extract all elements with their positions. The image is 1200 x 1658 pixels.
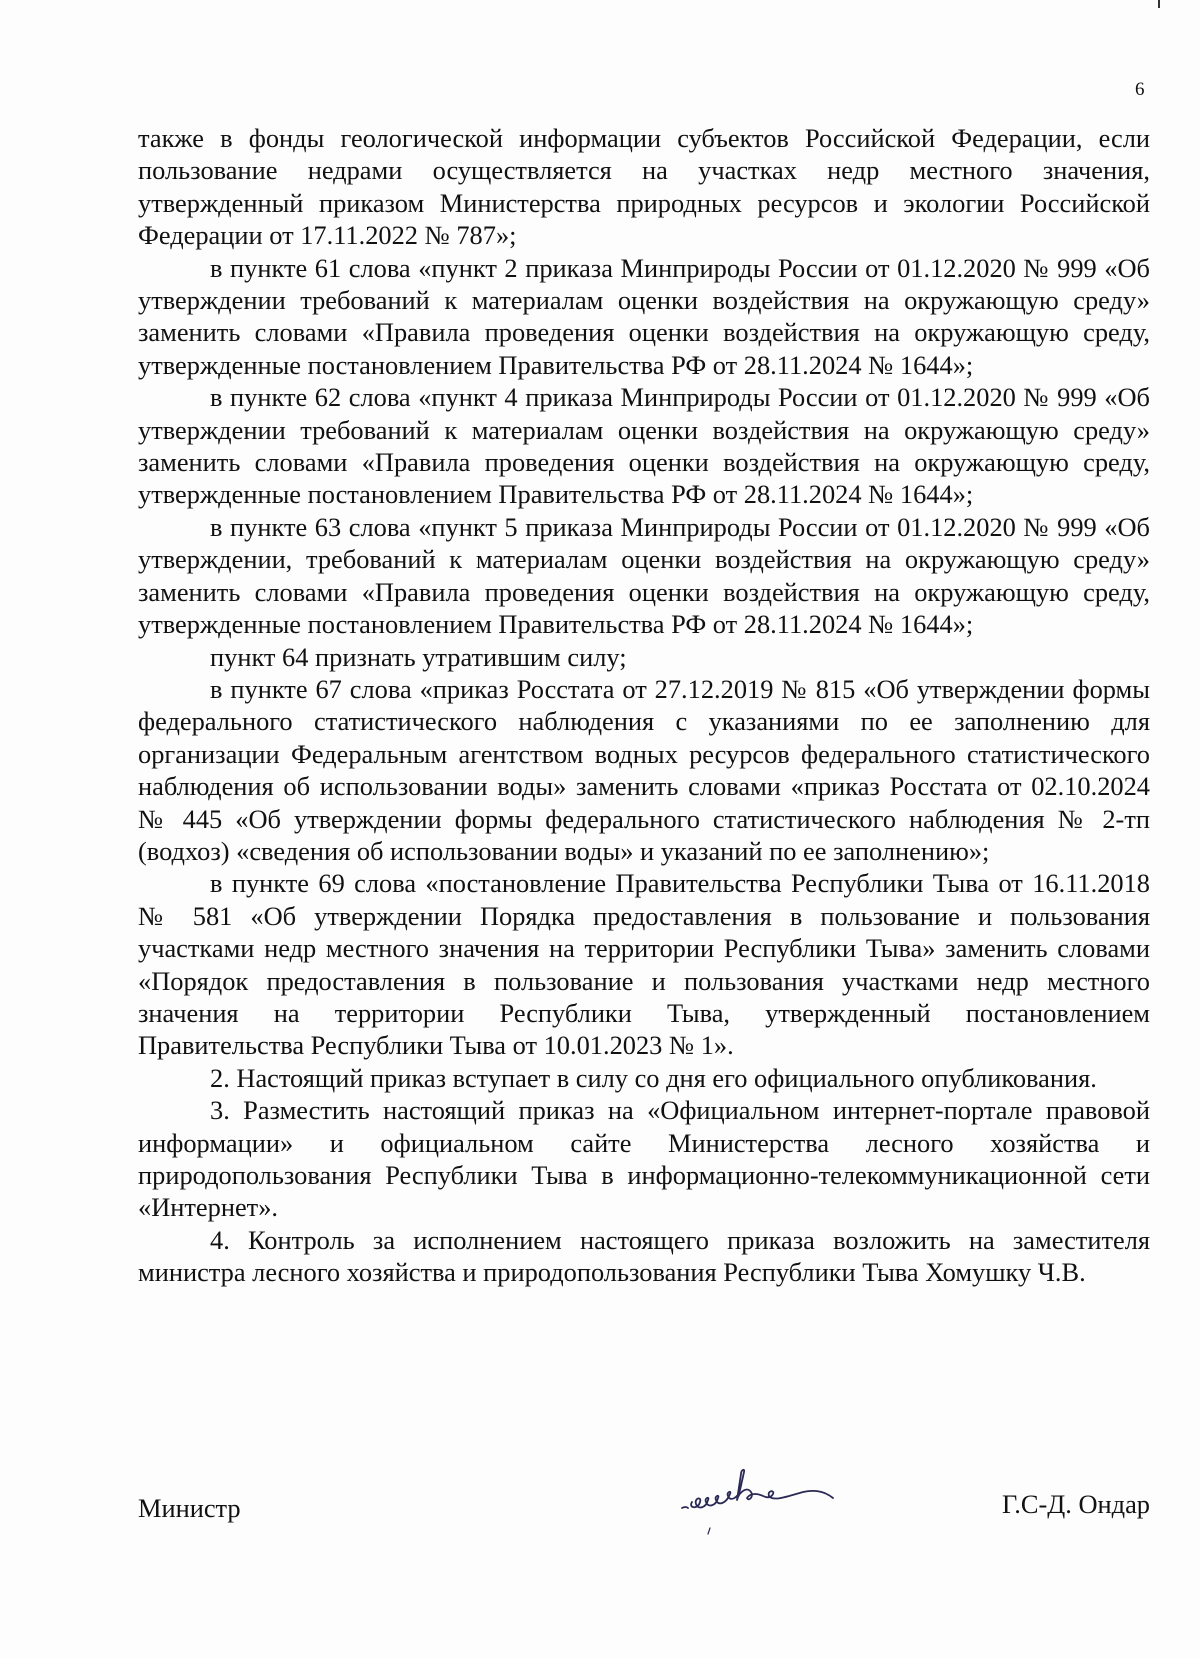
paragraph-item-62: в пункте 62 слова «пункт 4 приказа Минприроды России от 01.12.2020 № 999 «Об утверждении требований к материалам оценки воздействия на окружающую среду» заменить словами «Правила проведения оценки воздействия на окружающую среду, утвержденные постановлением Правительства РФ от 28.11.2024 № 1644»; (138, 382, 1150, 510)
paragraph-item-64: пункт 64 признать утратившим силу; (210, 641, 627, 672)
signatory-name: Г.С-Д. Ондар (1002, 1489, 1150, 1519)
document-body (138, 122, 1150, 1289)
paragraph-clause-2: 2. Настоящий приказ вступает в силу со дня его официального опубликования. (210, 1062, 1097, 1093)
paragraph-item-63: в пункте 63 слова «пункт 5 приказа Минприроды России от 01.12.2020 № 999 «Об утверждении, требований к материалам оценки воздействия на окружающую среду» заменить словами «Правила проведения оценки воздействия на окружающую среду, утвержденные постановлением Правительства РФ от 28.11.2024 № 1644»; (138, 511, 1150, 640)
scan-edge-mark (1158, 0, 1160, 8)
paragraph-continuation: также в фонды геологической информации субъектов Российской Федерации, если пользование недрами осуществляется на участках недр местного значения, утвержденный приказом Министерства природных ресурсов и экологии Российской Федерации от 17.11.2022 № 787»; (138, 123, 1150, 251)
paragraph-clause-3: 3. Разместить настоящий приказ на «Официальном интернет-портале правовой информации» и официальном сайте Министерства лесного хозяйства и природопользования Республики Тыва в информационно-телекоммуникационной сети «Интернет». (138, 1095, 1150, 1223)
signature-block (138, 1468, 1150, 1528)
page-number: 6 (1135, 79, 1145, 100)
paragraph-item-61: в пункте 61 слова «пункт 2 приказа Минприроды России от 01.12.2020 № 999 «Об утверждении требований к материалам оценки воздействия на окружающую среду» заменить словами «Правила проведения оценки воздействия на окружающую среду, утвержденные постановлением Правительства РФ от 28.11.2024 № 1644»; (138, 252, 1150, 380)
paragraph-item-69: в пункте 69 слова «постановление Правительства Республики Тыва от 16.11.2018 № 581 «Об утверждении Порядка предоставления в пользование и пользования участками недр местного значения на территории Республики Тыва» заменить словами «Порядок предоставления в пользование и пользования участками недр местного значения на территории Республики Тыва, утвержденный постановлением Правительства Республики Тыва от 10.01.2023 № 1». (138, 868, 1150, 1061)
signatory-title: Министр (138, 1493, 241, 1523)
paragraph-clause-4: 4. Контроль за исполнением настоящего приказа возложить на заместителя министра лесного хозяйства и природопользования Республики Тыва Хомушку Ч.В. (138, 1224, 1150, 1288)
handwritten-signature (678, 1468, 878, 1538)
paragraph-item-67: в пункте 67 слова «приказ Росстата от 27.12.2019 № 815 «Об утверждении формы федерального статистического наблюдения с указаниями по ее заполнению для организации Федеральным агентством водных ресурсов федерального статистического наблюдения об использовании воды» заменить словами «приказ Росстата от 02.10.2024 № 445 «Об утверждении формы федерального статистического наблюдения № 2-тп (водхоз) «сведения об использовании воды» и указаний по ее заполнению»; (138, 673, 1150, 866)
